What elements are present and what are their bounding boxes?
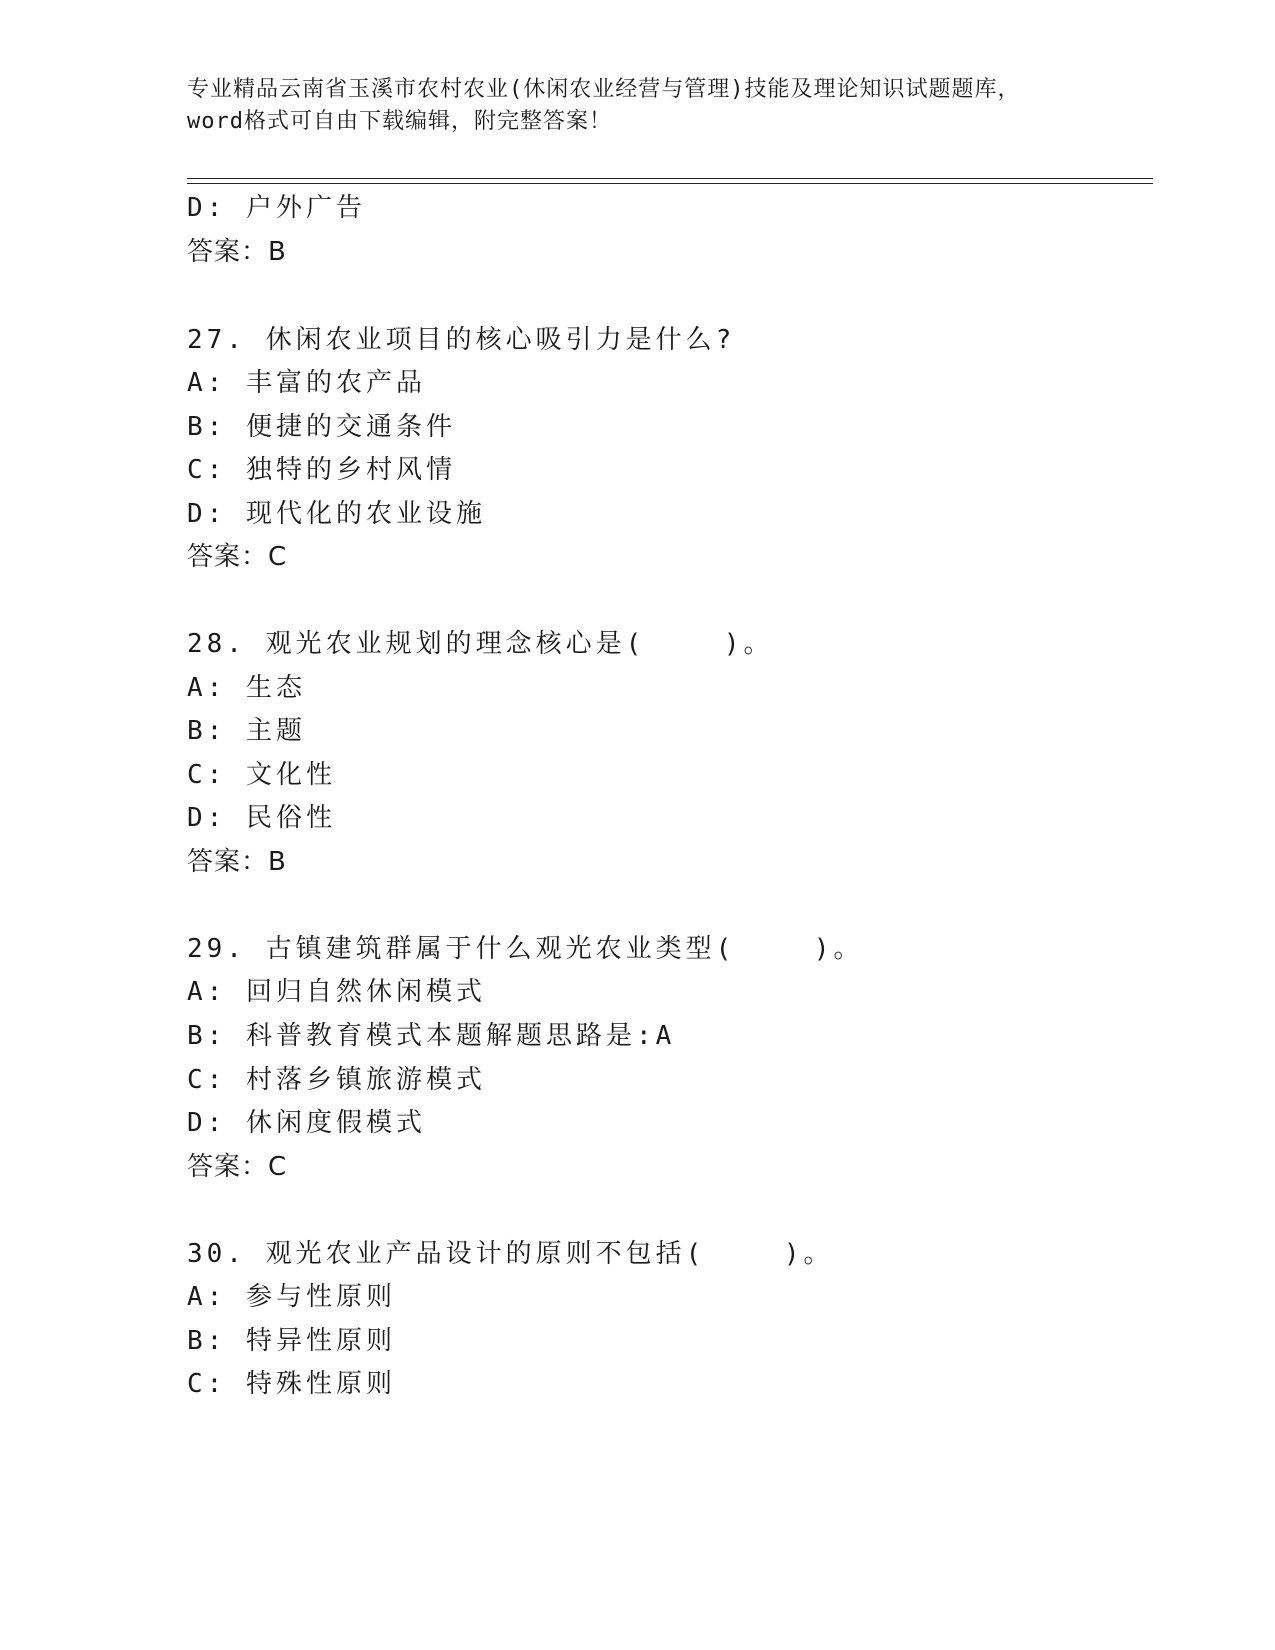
document-header	[187, 74, 1147, 138]
header-divider-top	[187, 178, 1153, 179]
question-27: 27. 休闲农业项目的核心吸引力是什么?	[187, 325, 736, 355]
option-b: B: 科普教育模式本题解题思路是:A	[187, 1021, 676, 1051]
option-d: D: 休闲度假模式	[187, 1108, 426, 1138]
option-a: A: 回归自然休闲模式	[187, 977, 486, 1007]
answer: 答案：B	[187, 237, 287, 267]
question-30: 30. 观光农业产品设计的原则不包括( )。	[187, 1239, 834, 1269]
question-29: 29. 古镇建筑群属于什么观光农业类型( )。	[187, 934, 864, 964]
question-28: 28. 观光农业规划的理念核心是( )。	[187, 629, 774, 659]
option-a: A: 参与性原则	[187, 1282, 396, 1312]
option-b: B: 便捷的交通条件	[187, 412, 456, 442]
option-b: B: 主题	[187, 716, 306, 746]
option-c: C: 独特的乡村风情	[187, 455, 456, 485]
option-c: C: 村落乡镇旅游模式	[187, 1065, 486, 1095]
answer: 答案：C	[187, 542, 288, 572]
option-d: D: 现代化的农业设施	[187, 499, 486, 529]
header-divider-bottom	[187, 183, 1153, 184]
option-d: D: 户外广告	[187, 193, 366, 223]
option-d: D: 民俗性	[187, 803, 336, 833]
option-c: C: 文化性	[187, 760, 336, 790]
option-c: C: 特殊性原则	[187, 1369, 396, 1399]
answer: 答案：C	[187, 1152, 288, 1182]
option-a: A: 丰富的农产品	[187, 368, 426, 398]
option-a: A: 生态	[187, 673, 306, 703]
answer: 答案：B	[187, 847, 287, 877]
option-b: B: 特异性原则	[187, 1326, 396, 1356]
header-line-1: 专业精品云南省玉溪市农村农业(休闲农业经营与管理)技能及理论知识试题题库，	[187, 77, 1021, 102]
header-line-2: word格式可自由下载编辑，附完整答案！	[187, 109, 612, 134]
